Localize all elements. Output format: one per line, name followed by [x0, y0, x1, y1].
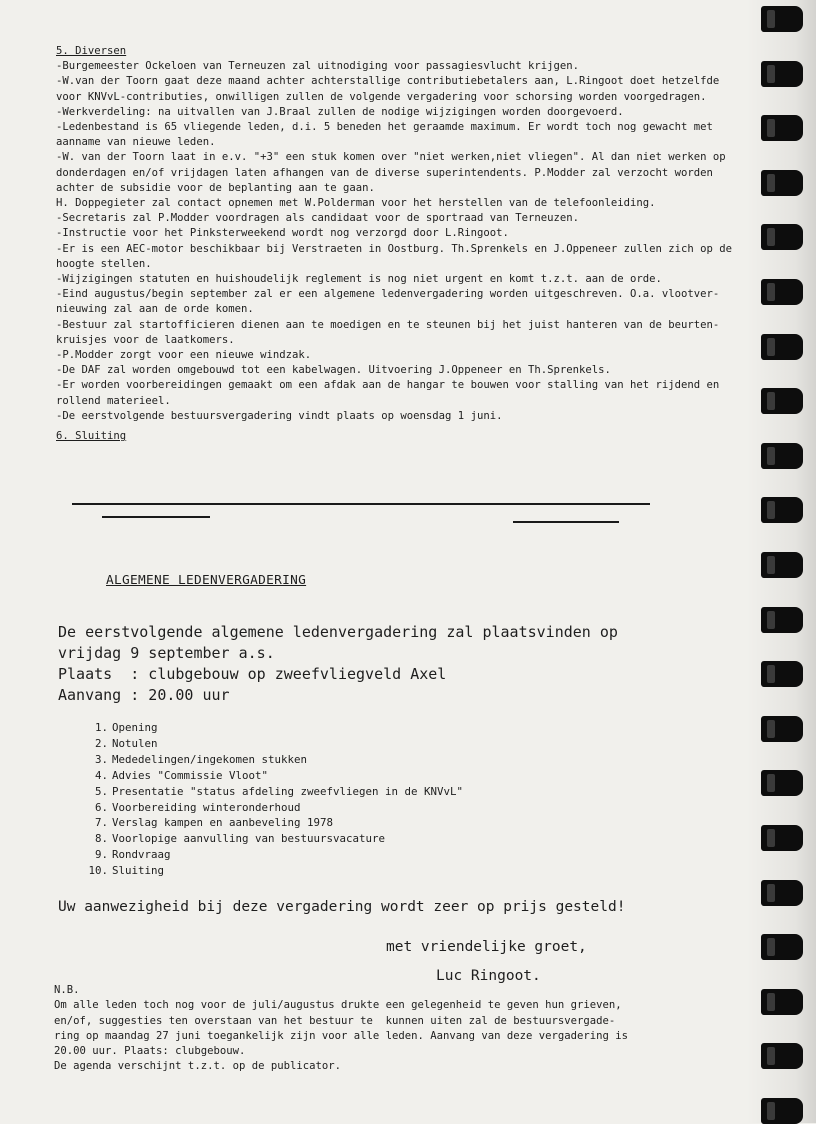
- diversen-section: [56, 44, 733, 444]
- diversen-line: -Werkverdeling: na uitvallen van J.Braal zullen de nodige wijzigingen worden doorgevoerd.: [56, 105, 624, 118]
- binding-ring: [761, 61, 803, 87]
- diversen-line: -W.van der Toorn gaat deze maand achter achterstallige contributiebetalers aan, L.Ringoot doet hetzelfde: [56, 75, 720, 88]
- binding-ring: [761, 607, 803, 633]
- greeting: met vriendelijke groet,: [386, 939, 587, 955]
- binding-ring: [761, 6, 803, 32]
- agenda-item: 6. Voorbereiding winteronderhoud: [94, 800, 301, 814]
- diversen-line: H. Doppegieter zal contact opnemen met W.Polderman voor het herstellen van de telefoonleiding.: [56, 197, 656, 210]
- diversen-line: nieuwing zal aan de orde komen.: [56, 303, 254, 316]
- nb-line: 20.00 uur. Plaats: clubgebouw.: [54, 1045, 246, 1058]
- binding-ring: [761, 497, 803, 523]
- nb-section: [54, 983, 629, 1075]
- diversen-line: achter de subsidie voor de beplanting aan te gaan.: [56, 181, 375, 194]
- spiral-binding: [757, 0, 807, 1123]
- separator-rule-long: [72, 503, 650, 505]
- diversen-line: -Bestuur zal startofficieren dienen aan te moedigen en te steunen bij het juist hanteren van de beurten-: [56, 318, 720, 331]
- diversen-line: -Er worden voorbereidingen gemaakt om een afdak aan de hangar te bouwen voor stalling van het rijdend en: [56, 379, 720, 392]
- binding-ring: [761, 770, 803, 796]
- separator-rule-short-left: [102, 516, 210, 518]
- agenda-list: [88, 720, 463, 879]
- separator-rule-short-right: [513, 521, 619, 523]
- agenda-item: 10. Sluiting: [88, 864, 165, 878]
- binding-ring: [761, 661, 803, 687]
- nb-line: Om alle leden toch nog voor de juli/augustus drukte een gelegenheid te geven hun grieven,: [54, 999, 622, 1012]
- diversen-line: aanname van nieuwe leden.: [56, 136, 216, 149]
- agenda-item: 4. Advies "Commissie Vloot": [94, 768, 269, 782]
- sluiting-heading: 6. Sluiting: [56, 430, 127, 443]
- binding-ring: [761, 224, 803, 250]
- binding-ring: [761, 716, 803, 742]
- diversen-line: -De DAF zal worden omgebouwd tot een kabelwagen. Uitvoering J.Oppeneer en Th.Sprenkels.: [56, 364, 611, 377]
- agenda-item: 9. Rondvraag: [94, 848, 171, 862]
- binding-ring: [761, 934, 803, 960]
- diversen-line: donderdagen en/of vrijdagen laten afhangen van de diverse superintendents. P.Modder zal verzocht worden: [56, 166, 713, 179]
- diversen-line: kruisjes voor de laatkomers.: [56, 333, 235, 346]
- agenda-item: 3. Mededelingen/ingekomen stukken: [94, 752, 308, 766]
- binding-ring: [761, 388, 803, 414]
- binding-ring: [761, 334, 803, 360]
- diversen-heading: 5. Diversen: [56, 45, 127, 57]
- diversen-line: -Eind augustus/begin september zal er een algemene ledenvergadering worden uitgeschreven. O.a. vlootver-: [56, 288, 720, 301]
- diversen-line: -Ledenbestand is 65 vliegende leden, d.i. 5 beneden het geraamde maximum. Er wordt toch nog gewacht met: [56, 121, 713, 134]
- announcement-title: ALGEMENE LEDENVERGADERING: [106, 573, 307, 588]
- presence-request: Uw aanwezigheid bij deze vergadering wordt zeer op prijs gesteld!: [58, 899, 626, 915]
- diversen-line: -Burgemeester Ockeloen van Terneuzen zal uitnodiging voor passagiesvlucht krijgen.: [56, 60, 579, 73]
- binding-ring: [761, 1043, 803, 1069]
- agenda-item: 5. Presentatie "status afdeling zweefvliegen in de KNVvL": [94, 784, 464, 798]
- diversen-line: rollend materieel.: [56, 394, 171, 407]
- diversen-line: hoogte stellen.: [56, 257, 152, 270]
- nb-label: N.B.: [54, 984, 80, 996]
- meeting-place: Plaats : clubgebouw op zweefvliegveld Axel: [58, 665, 447, 683]
- agenda-item: 8. Voorlopige aanvulling van bestuursvacature: [94, 832, 386, 846]
- nb-line: De agenda verschijnt t.z.t. op de publicator.: [54, 1060, 342, 1073]
- binding-ring: [761, 880, 803, 906]
- binding-ring: [761, 552, 803, 578]
- diversen-line: -W. van der Toorn laat in e.v. "+3" een stuk komen over "niet werken,niet vliegen". Al dan niet werken op: [56, 151, 726, 164]
- meeting-start-time: Aanvang : 20.00 uur: [58, 686, 230, 704]
- agenda-item: 1. Opening: [94, 721, 158, 734]
- diversen-list: [56, 59, 733, 424]
- diversen-line: -Wijzigingen statuten en huishoudelijk reglement is nog niet urgent en komt t.z.t. aan de orde.: [56, 273, 662, 286]
- binding-ring: [761, 1098, 803, 1124]
- agenda-item: 2. Notulen: [94, 736, 158, 750]
- agenda-item: 7. Verslag kampen en aanbeveling 1978: [94, 816, 334, 830]
- diversen-line: -P.Modder zorgt voor een nieuwe windzak.: [56, 349, 312, 362]
- nb-line: en/of, suggesties ten overstaan van het bestuur te kunnen uiten zal de bestuursvergade-: [54, 1014, 616, 1027]
- binding-ring: [761, 279, 803, 305]
- binding-ring: [761, 443, 803, 469]
- diversen-line: -De eerstvolgende bestuursvergadering vindt plaats op woensdag 1 juni.: [56, 409, 503, 422]
- binding-ring: [761, 170, 803, 196]
- announcement-intro-line2: vrijdag 9 september a.s.: [58, 644, 275, 662]
- binding-ring: [761, 825, 803, 851]
- diversen-line: -Instructie voor het Pinksterweekend wordt nog verzorgd door L.Ringoot.: [56, 227, 509, 240]
- diversen-line: -Secretaris zal P.Modder voordragen als candidaat voor de sportraad van Terneuzen.: [56, 212, 579, 225]
- nb-line: ring op maandag 27 juni toegankelijk zijn voor alle leden. Aanvang van deze vergadering is: [54, 1029, 629, 1042]
- binding-ring: [761, 115, 803, 141]
- announcement-intro-line1: De eerstvolgende algemene ledenvergadering zal plaatsvinden op: [58, 623, 618, 641]
- signature: Luc Ringoot.: [436, 968, 541, 984]
- diversen-line: -Er is een AEC-motor beschikbaar bij Verstraeten in Oostburg. Th.Sprenkels en J.Oppeneer zullen zich op de: [56, 242, 733, 255]
- binding-ring: [761, 989, 803, 1015]
- diversen-line: voor KNVvL-contributies, onwilligen zullen de volgende vergadering voor schorsing worden voorgedragen.: [56, 90, 707, 103]
